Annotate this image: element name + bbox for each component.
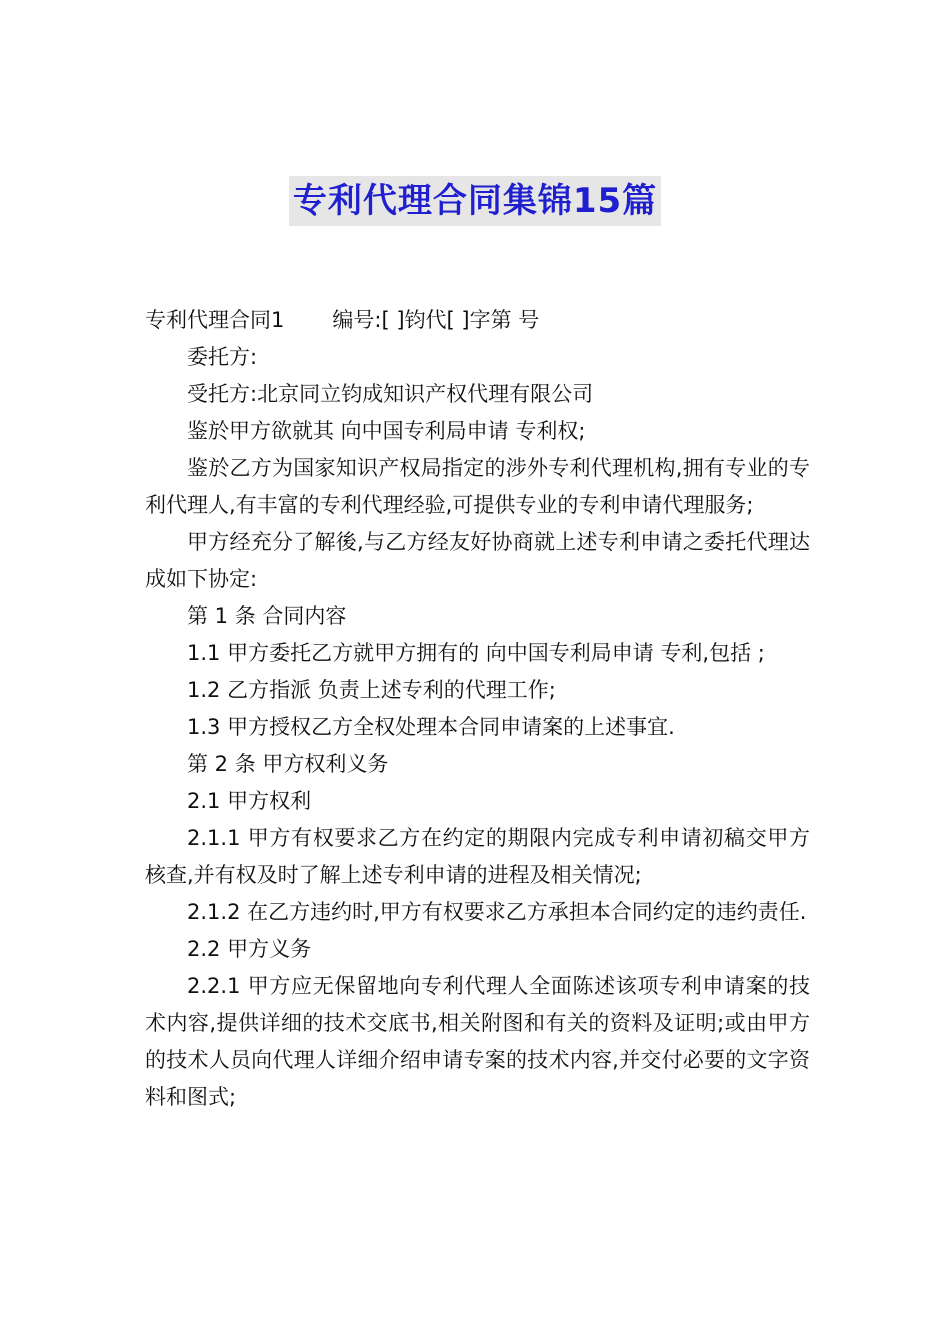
document-title: 专利代理合同集锦15篇	[289, 176, 661, 226]
contract-number: 编号:[ ]钧代[ ]字第 号	[332, 308, 540, 332]
paragraph: 鉴於乙方为国家知识产权局指定的涉外专利代理机构,拥有专业的专利代理人,有丰富的专利代理经验,可提供专业的专利申请代理服务;	[145, 456, 810, 517]
paragraph: 1.3 甲方授权乙方全权处理本合同申请案的上述事宜.	[187, 715, 675, 739]
paragraph: 1.2 乙方指派 负责上述专利的代理工作;	[187, 678, 556, 702]
title-container	[0, 176, 950, 226]
paragraph: 1.1 甲方委托乙方就甲方拥有的 向中国专利局申请 专利,包括 ;	[187, 641, 765, 665]
contract-header-line	[145, 302, 810, 339]
paragraph: 鉴於甲方欲就其 向中国专利局申请 专利权;	[187, 419, 586, 443]
paragraph: 2.1.1 甲方有权要求乙方在约定的期限内完成专利申请初稿交甲方核查,并有权及时了解上述专利申请的进程及相关情况;	[145, 826, 810, 887]
paragraph: 2.1.2 在乙方违约时,甲方有权要求乙方承担本合同约定的违约责任.	[187, 900, 807, 924]
paragraph: 2.2.1 甲方应无保留地向专利代理人全面陈述该项专利申请案的技术内容,提供详细的技术交底书,相关附图和有关的资料及证明;或由甲方的技术人员向代理人详细介绍申请专案的技术内容,并交付必要的文字资料和图式;	[145, 974, 810, 1109]
paragraph: 第 1 条 合同内容	[187, 604, 347, 628]
contract-label: 专利代理合同1	[145, 308, 285, 332]
paragraph: 2.2 甲方义务	[187, 937, 312, 961]
paragraph: 甲方经充分了解後,与乙方经友好协商就上述专利申请之委托代理达成如下协定:	[145, 530, 810, 591]
paragraph: 2.1 甲方权利	[187, 789, 312, 813]
paragraph: 委托方:	[187, 345, 258, 369]
paragraph: 受托方:北京同立钧成知识产权代理有限公司	[187, 382, 594, 406]
document-body	[145, 302, 810, 1116]
paragraph: 第 2 条 甲方权利义务	[187, 752, 389, 776]
